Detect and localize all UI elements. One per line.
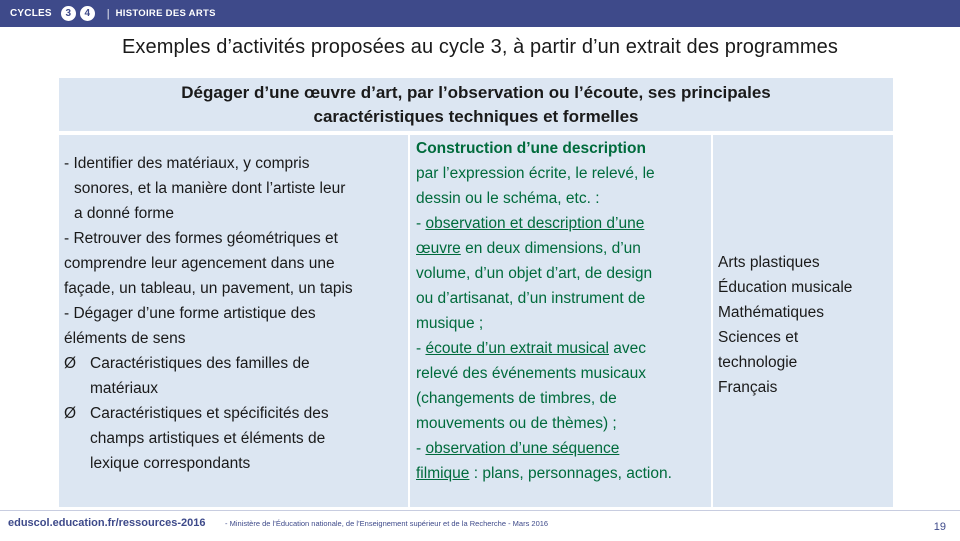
subject-item: Mathématiques bbox=[718, 304, 824, 321]
left-line: éléments de sens bbox=[64, 330, 186, 347]
subject-item: Français bbox=[718, 379, 778, 396]
arrow-bullet-icon: Ø bbox=[64, 405, 77, 422]
description-heading: Construction d’une description bbox=[416, 140, 646, 157]
page-number: 19 bbox=[933, 521, 946, 533]
bullet-text: matériaux bbox=[90, 380, 159, 397]
left-line: comprendre leur agencement dans une bbox=[64, 255, 335, 272]
middle-line: musique ; bbox=[416, 315, 484, 332]
underlined-text: œuvre bbox=[416, 240, 461, 257]
middle-item-3 bbox=[416, 436, 716, 461]
bullet-text: champs artistiques et éléments de bbox=[90, 430, 326, 447]
item-prefix: - bbox=[416, 340, 426, 357]
middle-line: ou d’artisanat, d’un instrument de bbox=[416, 290, 646, 307]
section-label: HISTOIRE DES ARTS bbox=[115, 8, 216, 19]
middle-line: dessin ou le schéma, etc. : bbox=[416, 190, 600, 207]
subjects-list bbox=[718, 250, 893, 400]
underlined-text: écoute d’un extrait musical bbox=[425, 340, 609, 357]
cycle-4-badge: 4 bbox=[80, 6, 95, 21]
arrow-bullet-icon: Ø bbox=[64, 355, 77, 372]
right-column bbox=[713, 135, 893, 507]
left-column-text bbox=[64, 151, 404, 476]
middle-text-span: : plans, personnages, action. bbox=[469, 465, 672, 482]
footer-credit: - Ministère de l’Éducation nationale, de l’Enseignement supérieur et de la Recherche - Mars 2016 bbox=[225, 519, 549, 528]
underlined-text: filmique bbox=[416, 465, 470, 482]
cycle-3-badge: 3 bbox=[61, 6, 76, 21]
middle-line: (changements de timbres, de bbox=[416, 390, 617, 407]
left-line: sonores, et la manière dont l’artiste leur bbox=[74, 180, 346, 197]
header-line-2: caractéristiques techniques et formelles bbox=[313, 106, 639, 126]
middle-item-1 bbox=[416, 211, 716, 236]
middle-line: relevé des événements musicaux bbox=[416, 365, 647, 382]
cycles-label: CYCLES bbox=[10, 8, 52, 19]
underlined-text: observation d’une séquence bbox=[425, 440, 620, 457]
middle-column-text bbox=[416, 136, 716, 486]
top-banner bbox=[0, 0, 960, 27]
subject-item: technologie bbox=[718, 354, 798, 371]
middle-text-span: en deux dimensions, d’un bbox=[460, 240, 641, 257]
header-line-1: Dégager d’une œuvre d’art, par l’observation ou l’écoute, ses principales bbox=[181, 82, 771, 102]
item-prefix: - bbox=[416, 215, 426, 232]
left-line: - Identifier des matériaux, y compris bbox=[64, 155, 310, 172]
subject-item: Sciences et bbox=[718, 329, 799, 346]
bullet-text: lexique correspondants bbox=[90, 455, 251, 472]
bullet-item bbox=[64, 401, 404, 426]
middle-line bbox=[416, 236, 716, 261]
left-line: - Retrouver des formes géométriques et bbox=[64, 230, 338, 247]
middle-line: volume, d’un objet d’art, de design bbox=[416, 265, 653, 282]
middle-text-span: avec bbox=[608, 340, 647, 357]
middle-item-2 bbox=[416, 336, 716, 361]
subject-item: Éducation musicale bbox=[718, 279, 853, 296]
middle-line bbox=[416, 461, 716, 486]
footer-source: eduscol.education.fr/ressources-2016 bbox=[8, 517, 206, 529]
left-line: - Dégager d’une forme artistique des bbox=[64, 305, 316, 322]
bullet-text: Caractéristiques et spécificités des bbox=[90, 405, 329, 422]
underlined-text: observation et description d’une bbox=[425, 215, 645, 232]
left-column bbox=[59, 135, 408, 507]
footer bbox=[0, 510, 960, 541]
bullet-item bbox=[64, 351, 404, 376]
middle-line: mouvements ou de thèmes) ; bbox=[416, 415, 617, 432]
left-line: façade, un tableau, un pavement, un tapis bbox=[64, 280, 353, 297]
middle-column bbox=[410, 135, 711, 507]
item-prefix: - bbox=[416, 440, 426, 457]
page-title: Exemples d’activités proposées au cycle 3, à partir d’un extrait des programmes bbox=[121, 36, 838, 58]
middle-line: par l’expression écrite, le relevé, le bbox=[416, 165, 655, 182]
subject-item: Arts plastiques bbox=[718, 254, 820, 271]
bullet-text: Caractéristiques des familles de bbox=[90, 355, 310, 372]
left-line: a donné forme bbox=[74, 205, 174, 222]
banner-separator: | bbox=[106, 7, 110, 20]
header-box bbox=[59, 78, 893, 131]
